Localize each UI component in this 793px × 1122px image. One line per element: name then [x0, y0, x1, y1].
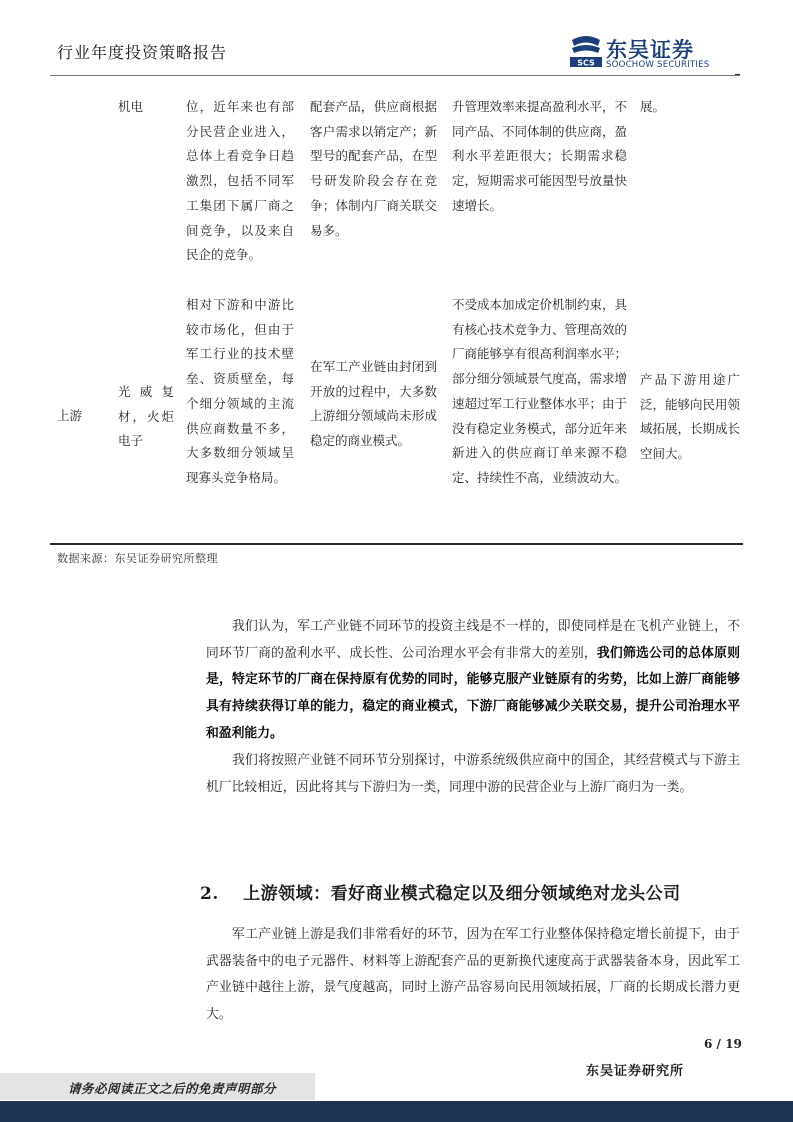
logo-mark: SCS [577, 58, 595, 68]
table-row-1-field: 机电 [118, 99, 144, 114]
footer-color-bar [0, 1101, 793, 1122]
brand-name-cn: 东吴证券 [606, 38, 694, 62]
table-row-2-profitability: 不受成本加成定价机制约束，具有核心技术竞争力、管理高效的厂商能够享有很高利润率水平；部分细分领域景气度高，需求增速超过军工行业整体水平；由于没有稳定业务模式，部分近年来新进入的供应商订单来源不稳定、持续性不高，业绩波动大。 [452, 297, 628, 485]
table-bottom-rule [50, 543, 743, 545]
table-row-1-competition: 位，近年来也有部分民营企业进入，总体上看竞争日趋激烈，包括不同军工集团下属厂商之间竞争，以及来自民企的竞争。 [186, 99, 294, 263]
body-paragraph-2: 我们将按照产业链不同环节分别探讨，中游系统级供应商中的国企，其经营模式与下游主机厂比较相近，因此将其与下游归为一类，同理中游的民营企业与上游厂商归为一类。 [206, 753, 740, 795]
section-title-text: 上游领域：看好商业模式稳定以及细分领域绝对龙头公司 [243, 884, 681, 904]
disclaimer-text: 请务必阅读正文之后的免责声明部分 [68, 1081, 277, 1096]
soochow-logo-icon [568, 34, 604, 70]
table-row-2-segment: 上游 [57, 408, 83, 423]
body-paragraph-1 [206, 614, 740, 748]
paragraph-1-emphasis: 我们筛选公司的总体原则是，特定环节的厂商在保持原有优势的同时，能够克服产业链原有的劣势，比如上游厂商能够具有持续获得订单的能力，稳定的商业模式，下游厂商能够减少关联交易，提升公司治理水平和盈利能力。 [206, 645, 741, 741]
table-row-2-business-model: 在军工产业链由封闭到开放的过程中，大多数上游细分领域尚未形成稳定的商业模式。 [310, 359, 437, 449]
table-row-1-growth: 展。 [640, 99, 666, 114]
header-divider [50, 75, 740, 76]
body-paragraph-3: 军工产业链上游是我们非常看好的环节，因为在军工行业整体保持稳定增长前提下，由于武器装备中的电子元器件、材料等上游配套产品的更新换代速度高于武器装备本身，因此军工产业链中越往上游，景气度越高，同时上游产品容易向民用领域拓展，厂商的长期成长潜力更大。 [206, 927, 740, 1023]
section-heading [200, 879, 681, 904]
report-type-title: 行业年度投资策略报告 [57, 43, 228, 62]
paragraph-1-text: 我们认为，军工产业链不同环节的投资主线是不一样的，即使同样是在飞机产业链上，不同环节厂商的盈利水平、成长性、公司治理水平会有非常大的差别， [206, 619, 740, 661]
header-divider-tick [735, 74, 740, 75]
table-row-1-business-model: 配套产品，供应商根据客户需求以销定产；新型号的配套产品，在型号研发阶段会存在竞争；体制内厂商关联交易多。 [310, 99, 437, 238]
footer-firm-name: 东吴证券研究所 [586, 1064, 685, 1079]
table-row-1-profitability: 升管理效率来提高盈利水平，不同产品、不同体制的供应商，盈利水平差距很大；长期需求稳定，短期需求可能因型号放量快速增长。 [452, 99, 628, 213]
section-number: 2. [200, 884, 219, 904]
table-source-note: 数据来源：东吴证券研究所整理 [57, 552, 218, 565]
table-row-2-field: 光威复材，火炬电子 [118, 384, 174, 449]
table-row-2-growth: 产品下游用途广泛，能够向民用领域拓展，长期成长空间大。 [640, 372, 741, 462]
table-row-2-competition: 相对下游和中游比较市场化，但由于军工行业的技术壁垒、资质壁垒，每个细分领域的主流供应商数量不多，大多数细分领域呈现寡头竞争格局。 [186, 297, 294, 485]
page-number: 6 / 19 [704, 1037, 742, 1051]
brand-name-en: SOOCHOW SECURITIES [606, 60, 710, 70]
